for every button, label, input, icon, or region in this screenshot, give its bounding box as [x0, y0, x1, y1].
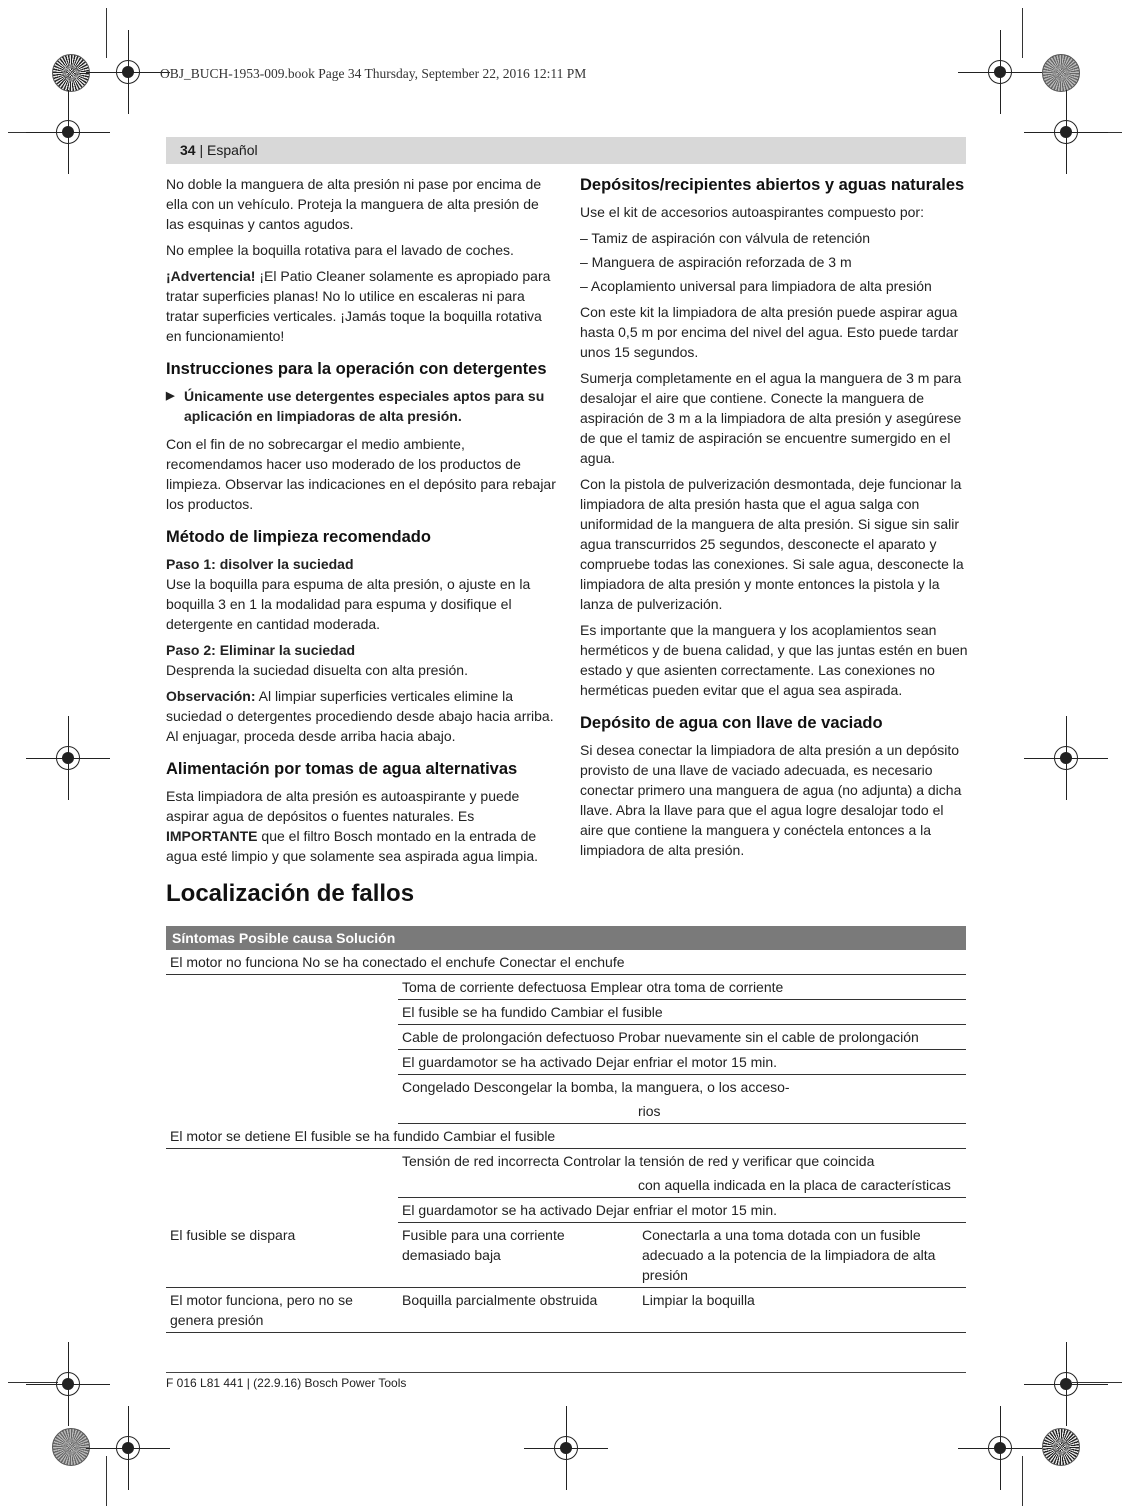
troubleshooting-table: [166, 926, 966, 1333]
paragraph: [166, 786, 560, 866]
table-row: [398, 1075, 966, 1124]
page-separator: |: [199, 142, 204, 158]
table-cell: El motor no funciona No se ha conectado el enchufe Conectar el enchufe: [170, 954, 625, 970]
registration-mark-icon: [1046, 112, 1086, 152]
table-cell: Toma de corriente defectuosa Emplear otra toma de corriente: [402, 979, 784, 995]
list-item: – Manguera de aspiración reforzada de 3 m: [580, 254, 852, 270]
color-target-icon: [52, 1428, 90, 1466]
table-cell: Tensión de red incorrecta Controlar la tensión de red y verificar que coincida: [402, 1153, 875, 1169]
paragraph: Use la boquilla para espuma de alta presión, o ajuste en la boquilla 3 en 1 la modalidad para espuma y dosifique el detergente en cantidad moderada.: [166, 576, 531, 632]
color-target-icon: [52, 54, 90, 92]
table-cell: con aquella indicada en la placa de características: [638, 1177, 951, 1193]
page-number: 34: [180, 142, 196, 158]
table-row: [398, 975, 966, 1000]
page-footer: F 016 L81 441 | (22.9.16) Bosch Power Tools: [166, 1376, 407, 1390]
section-heading: Depósito de agua con llave de vaciado: [580, 714, 883, 732]
registration-mark-icon: [1046, 1364, 1086, 1404]
note-text: Al limpiar superficies verticales elimine la suciedad o detergentes procediendo desde abajo hacia arriba. Al enjuagar, proceda desde arriba hacia abajo.: [166, 688, 554, 744]
section-heading: Método de limpieza recomendado: [166, 528, 431, 546]
solution-cell: Limpiar la boquilla: [642, 1292, 755, 1308]
registration-mark-icon: [48, 738, 88, 778]
table-row: [398, 1149, 966, 1198]
note-paragraph: [166, 686, 560, 746]
table-header: Síntomas Posible causa Solución: [166, 926, 966, 950]
paragraph: Es importante que la manguera y los acoplamientos sean herméticos y de buena calidad, y que las juntas estén en buen estado y que asienten correctamente. Las conexiones no herméticas pueden evitar que el agua sea aspirada.: [580, 622, 968, 698]
crop-line: [1022, 1456, 1023, 1506]
crop-line: [106, 1456, 107, 1506]
crop-line: [106, 8, 107, 58]
emphasis-text: IMPORTANTE: [166, 828, 258, 844]
table-cell: Congelado Descongelar la bomba, la manguera, o los acceso-: [402, 1079, 790, 1095]
paragraph: Desprenda la suciedad disuelta con alta presión.: [166, 662, 468, 678]
cause-cell: Fusible para una corriente demasiado baja: [402, 1227, 565, 1263]
section-heading: Depósitos/recipientes abiertos y aguas naturales: [580, 176, 965, 194]
cause-cell: Boquilla parcialmente obstruida: [402, 1292, 598, 1308]
bullet-text: Únicamente use detergentes especiales aptos para su aplicación en limpiadoras de alta presión.: [184, 388, 545, 424]
paragraph-text: que el filtro Bosch montado en la entrada de agua esté limpio y que solamente sea aspirada agua limpia.: [166, 828, 539, 864]
paragraph: Si desea conectar la limpiadora de alta presión a un depósito provisto de una llave de vaciado adecuada, es necesario conectar primero una manguera de agua (no adjunta) a dicha llave. Abra la llave para que el agua logre desalojar todo el aire que contiene la manguera y conéctela entonces a la limpiadora de alta presión.: [580, 742, 962, 858]
step-title: Paso 1: disolver la suciedad: [166, 556, 354, 572]
registration-mark-icon: [48, 112, 88, 152]
table-row: [398, 1000, 966, 1025]
table-row: [166, 1124, 966, 1149]
color-target-icon: [1042, 54, 1080, 92]
footer-divider: [166, 1372, 966, 1373]
left-column: [166, 174, 560, 872]
troubleshooting-title: Localización de fallos: [166, 880, 415, 907]
registration-mark-icon: [980, 52, 1020, 92]
triangle-bullet-icon: ▶: [166, 390, 175, 402]
table-cell: El guardamotor se ha activado Dejar enfriar el motor 15 min.: [402, 1202, 778, 1218]
symptom-cell: El motor funciona, pero no se genera presión: [170, 1292, 353, 1328]
step-title: Paso 2: Eliminar la suciedad: [166, 642, 356, 658]
table-row: [166, 1223, 966, 1288]
table-cell: El fusible se ha fundido Cambiar el fusible: [402, 1004, 663, 1020]
note-label: Observación:: [166, 688, 256, 704]
section-heading: Alimentación por tomas de agua alternativas: [166, 760, 518, 778]
paragraph: No emplee la boquilla rotativa para el lavado de coches.: [166, 242, 514, 258]
table-cell: rios: [638, 1103, 661, 1119]
symptom-cell: El fusible se dispara: [170, 1227, 296, 1243]
table-row: [166, 950, 966, 975]
table-row: [398, 1198, 966, 1223]
table-cell: El motor se detiene El fusible se ha fundido Cambiar el fusible: [170, 1128, 556, 1144]
table-cell: El guardamotor se ha activado Dejar enfriar el motor 15 min.: [402, 1054, 778, 1070]
paragraph-text: Esta limpiadora de alta presión es autoaspirante y puede aspirar agua de depósitos o fuentes naturales. Es: [166, 788, 520, 824]
table-row: [398, 1025, 966, 1050]
warning-text: ¡El Patio Cleaner solamente es apropiado para tratar superficies planas! No lo utilice en escaleras ni para tratar superficies verticales. ¡Jamás toque la boquilla rotativa en funcionamiento!: [166, 268, 551, 344]
paragraph: No doble la manguera de alta presión ni pase por encima de ella con un vehículo. Proteja la manguera de alta presión de las esquinas y cantos agudos.: [166, 176, 542, 232]
bullet-item: [166, 386, 560, 426]
paragraph: Con este kit la limpiadora de alta presión puede aspirar agua hasta 0,5 m por encima del nivel del agua. Esto puede tardar unos 15 segundos.: [580, 304, 959, 360]
accessory-list: [580, 228, 968, 296]
page-header-bar: [166, 137, 966, 164]
page-language: Español: [207, 142, 258, 158]
crop-line: [1022, 8, 1023, 58]
print-header: OBJ_BUCH-1953-009.book Page 34 Thursday, September 22, 2016 12:11 PM: [160, 66, 587, 81]
warning-paragraph: [166, 266, 560, 346]
list-item: – Tamiz de aspiración con válvula de retención: [580, 230, 871, 246]
color-target-icon: [1042, 1428, 1080, 1466]
registration-mark-icon: [108, 52, 148, 92]
registration-mark-icon: [546, 1428, 586, 1468]
warning-label: ¡Advertencia!: [166, 268, 256, 284]
table-row: [398, 1050, 966, 1075]
table-cell: Cable de prolongación defectuoso Probar nuevamente sin el cable de prolongación: [402, 1029, 919, 1045]
paragraph: Con el fin de no sobrecargar el medio ambiente, recomendamos hacer uso moderado de los productos de limpieza. Observar las indicaciones en el depósito para rebajar los productos.: [166, 436, 556, 512]
registration-mark-icon: [48, 1364, 88, 1404]
list-item: – Acoplamiento universal para limpiadora de alta presión: [580, 278, 932, 294]
paragraph: Use el kit de accesorios autoaspirantes compuesto por:: [580, 204, 924, 220]
right-column: [580, 174, 968, 866]
registration-mark-icon: [108, 1428, 148, 1468]
section-heading: Instrucciones para la operación con detergentes: [166, 360, 547, 378]
paragraph: Sumerja completamente en el agua la manguera de 3 m para desalojar el aire que contiene. Conecte la manguera de aspiración de 3 m a la limpiadora de alta presión y asegúrese de que el tamiz de aspiración se encuentre sumergido en el agua.: [580, 370, 962, 466]
paragraph: Con la pistola de pulverización desmontada, deje funcionar la limpiadora de alta presión hasta que el agua salga con uniformidad de la manguera de alta presión. Si sigue sin salir agua transcurridos 25 segundos, desconecte el aparato y compruebe todas las conexiones. Si sale agua, desconecte la limpiadora de alta presión y monte entonces la pistola y la lanza de pulverización.: [580, 476, 964, 612]
solution-cell: Conectarla a una toma dotada con un fusible adecuado a la potencia de la limpiadora de alta presión: [642, 1227, 936, 1283]
table-row: [166, 1288, 966, 1333]
registration-mark-icon: [980, 1428, 1020, 1468]
registration-mark-icon: [1046, 738, 1086, 778]
